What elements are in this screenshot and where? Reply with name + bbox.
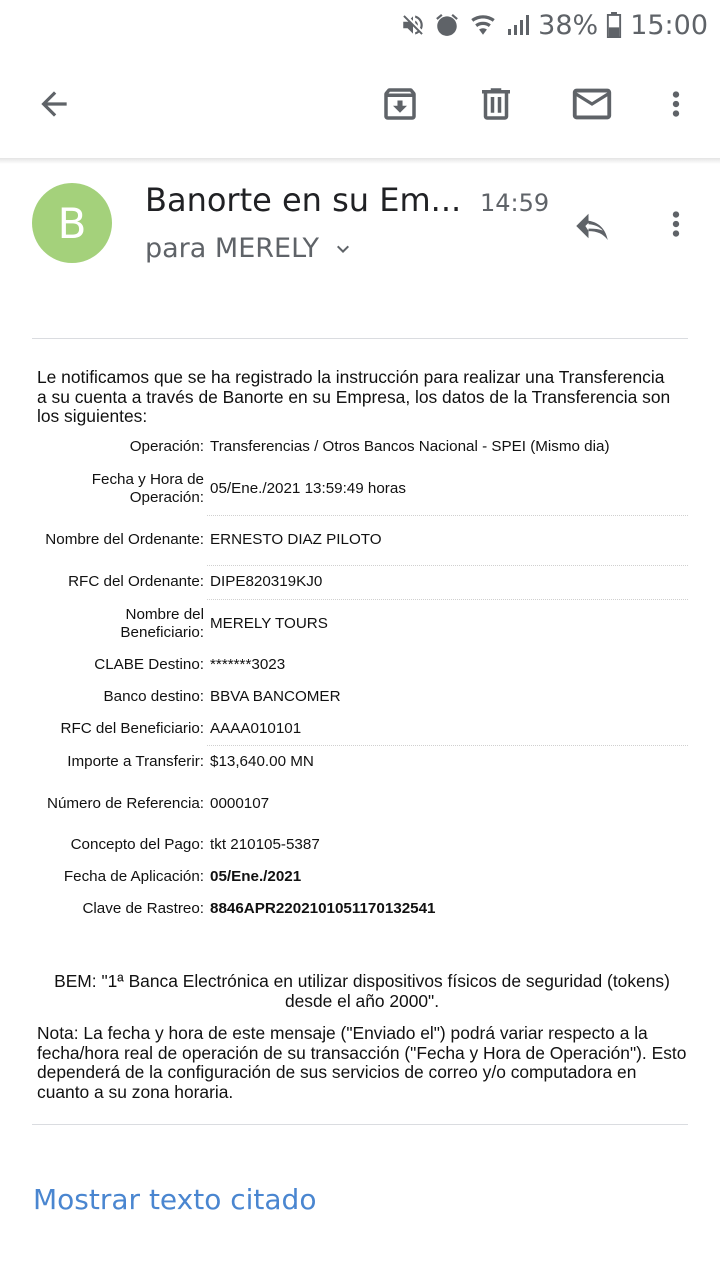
reply-button[interactable] (568, 202, 616, 250)
bem-paragraph: BEM: "1ª Banca Electrónica en utilizar dispositivos físicos de seguridad (tokens) desde el año 2000". (54, 971, 670, 1011)
detail-value: tkt 210105-5387 (210, 836, 320, 853)
app-bar (0, 50, 720, 158)
mute-icon (400, 12, 426, 38)
header-divider (32, 338, 688, 339)
detail-label: Nombre del Beneficiario: (120, 606, 204, 641)
detail-value: ERNESTO DIAZ PILOTO (207, 515, 688, 565)
detail-row (37, 779, 688, 829)
back-arrow-icon (35, 85, 73, 123)
archive-button[interactable] (376, 80, 424, 128)
detail-value: *******3023 (210, 656, 286, 673)
wifi-icon (468, 12, 498, 38)
reply-icon (571, 205, 613, 247)
detail-value: 05/Ene./2021 (210, 868, 302, 885)
battery-icon (606, 12, 622, 38)
detail-row (37, 649, 688, 681)
detail-label: Fecha y Hora de Operación: (91, 471, 204, 506)
status-time: 15:00 (630, 9, 708, 41)
message-more-button[interactable] (652, 200, 700, 248)
recipient-label: para MERELY (145, 233, 320, 264)
detail-value: DIPE820319KJ0 (207, 565, 688, 599)
detail-value: MERELY TOURS (210, 615, 328, 633)
more-options-button[interactable] (652, 80, 700, 128)
detail-label: Fecha de Aplicación: (63, 868, 204, 885)
mark-unread-button[interactable] (566, 80, 618, 128)
detail-label: Número de Referencia: (46, 795, 204, 812)
alarm-icon (434, 12, 460, 38)
nota-paragraph: Nota: La fecha y hora de este mensaje ("Enviado el") podrá variar respecto a la fecha/hora real de operación de su transacción ("Fecha y Hora de Operación"). Esto dependerá de la configuración de sus servicios de correo y/o computadora en cuanto a su zona horaria. (37, 1023, 687, 1102)
signal-icon (506, 12, 530, 38)
battery-percent: 38% (538, 9, 599, 41)
more-vert-icon (657, 85, 695, 123)
detail-label: RFC del Beneficiario: (60, 720, 204, 737)
detail-value: 8846APR2202101051170132541 (210, 900, 436, 917)
detail-row (37, 713, 688, 745)
detail-row (37, 431, 688, 463)
detail-row (37, 829, 688, 861)
detail-label: Nombre del Ordenante: (45, 531, 204, 548)
detail-row (37, 515, 688, 565)
detail-label: CLABE Destino: (94, 656, 204, 673)
chevron-down-icon (331, 237, 355, 261)
detail-row (37, 745, 688, 779)
detail-row (37, 599, 688, 649)
detail-row (37, 681, 688, 713)
detail-value: BBVA BANCOMER (210, 688, 341, 705)
detail-label: RFC del Ordenante: (68, 573, 204, 590)
more-vert-icon (657, 205, 695, 243)
detail-label: Importe a Transferir: (67, 753, 204, 770)
mark-unread-icon (569, 81, 615, 127)
back-button[interactable] (30, 80, 78, 128)
detail-value: Transferencias / Otros Bancos Nacional - SPEI (Mismo dia) (210, 438, 610, 455)
delete-button[interactable] (472, 80, 520, 128)
transfer-details-table (37, 431, 688, 925)
detail-label: Operación: (129, 438, 204, 455)
detail-row (37, 861, 688, 893)
app-bar-shadow (0, 158, 720, 164)
archive-icon (379, 83, 421, 125)
detail-row (37, 463, 688, 515)
intro-paragraph: Le notificamos que se ha registrado la instrucción para realizar una Transferencia a su cuenta a través de Banorte en su Empresa, los datos de la Transferencia son los siguientes: (37, 367, 671, 426)
email-time: 14:59 (480, 189, 550, 217)
detail-row (37, 565, 688, 599)
detail-value: AAAA010101 (207, 713, 688, 745)
status-bar (0, 0, 720, 50)
delete-icon (475, 83, 517, 125)
detail-label: Clave de Rastreo: (82, 900, 204, 917)
recipient-details-toggle[interactable] (145, 233, 355, 264)
detail-label: Banco destino: (103, 688, 204, 705)
detail-label: Concepto del Pago: (70, 836, 204, 853)
footer-divider (32, 1124, 688, 1125)
sender-name[interactable]: Banorte en su Em... (145, 181, 462, 219)
detail-row (37, 893, 688, 925)
sender-avatar[interactable]: B (32, 183, 112, 263)
show-quoted-text-link[interactable]: Mostrar texto citado (33, 1183, 317, 1216)
detail-value: $13,640.00 MN (210, 753, 314, 771)
detail-value: 0000107 (210, 795, 270, 812)
detail-value: 05/Ene./2021 13:59:49 horas (207, 463, 688, 515)
